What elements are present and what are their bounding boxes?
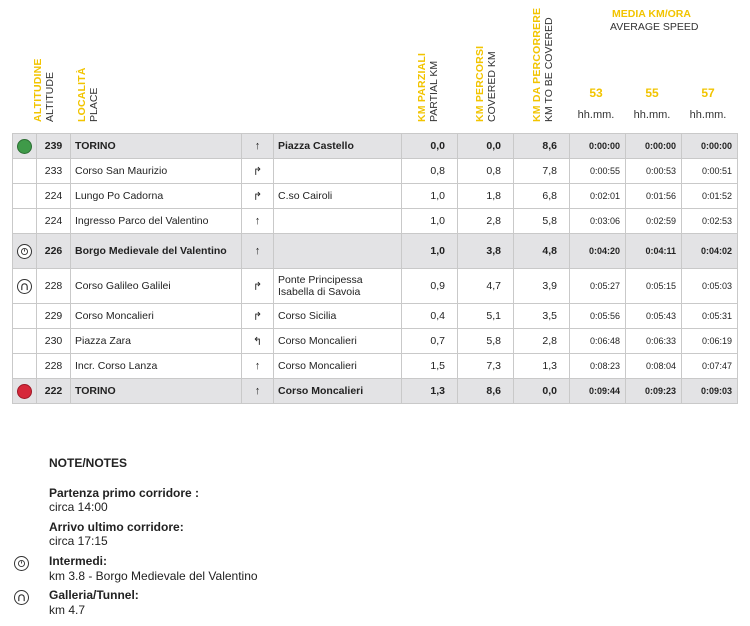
altitude-cell: 224 — [37, 209, 71, 234]
speed-57-label: 57 — [701, 86, 715, 100]
arrow-right-icon: ↱ — [242, 184, 274, 209]
street-cell — [274, 159, 402, 184]
altitude-cell: 228 — [37, 269, 71, 304]
time-57-cell: 0:00:00 — [682, 134, 738, 159]
route-table — [12, 133, 738, 404]
street-cell: Corso Moncalieri — [274, 354, 402, 379]
altitude-cell: 228 — [37, 354, 71, 379]
waypoint-icon-cell — [13, 184, 37, 209]
partial-km-cell: 1,0 — [402, 209, 458, 234]
table-row — [13, 159, 738, 184]
start-note-label: Partenza primo corridore : — [49, 486, 200, 500]
altitude-cell: 226 — [37, 234, 71, 269]
remaining-km-cell: 3,5 — [514, 304, 570, 329]
table-row — [13, 209, 738, 234]
table-row — [13, 234, 738, 269]
partial-km-header — [416, 53, 440, 122]
remaining-km-cell: 7,8 — [514, 159, 570, 184]
covered-km-header-en: COVERED KM — [486, 51, 498, 122]
average-speed-subtitle: AVERAGE SPEED — [610, 21, 699, 33]
covered-km-cell: 2,8 — [458, 209, 514, 234]
altitude-cell: 224 — [37, 184, 71, 209]
finish-note-value: circa 17:15 — [49, 534, 108, 548]
altitude-cell: 239 — [37, 134, 71, 159]
notes-title: NOTE/NOTES — [49, 456, 128, 470]
time-55-cell: 0:01:56 — [626, 184, 682, 209]
waypoint-icon-cell — [13, 354, 37, 379]
time-57-cell: 0:04:02 — [682, 234, 738, 269]
arrow-straight-icon: ↑ — [242, 354, 274, 379]
waypoint-icon-cell — [13, 209, 37, 234]
altitude-cell: 229 — [37, 304, 71, 329]
place-cell: TORINO — [71, 134, 242, 159]
intermediate-note-label: Intermedi: — [49, 554, 108, 568]
altitude-header-it: ALTITUDINE — [32, 58, 44, 122]
remaining-km-cell: 3,9 — [514, 269, 570, 304]
time-55-cell: 0:06:33 — [626, 329, 682, 354]
partial-km-header-it: KM PARZIALI — [416, 52, 428, 122]
table-row — [13, 269, 738, 304]
covered-km-cell: 8,6 — [458, 379, 514, 404]
start-note-value: circa 14:00 — [49, 500, 108, 514]
time-53-cell: 0:04:20 — [570, 234, 626, 269]
arrow-straight-icon: ↑ — [242, 134, 274, 159]
time-57-cell: 0:05:03 — [682, 269, 738, 304]
covered-km-cell: 3,8 — [458, 234, 514, 269]
waypoint-icon-cell — [13, 269, 37, 304]
remaining-km-cell: 5,8 — [514, 209, 570, 234]
time-unit-53: hh.mm. — [577, 109, 615, 121]
partial-km-cell: 0,7 — [402, 329, 458, 354]
covered-km-cell: 5,8 — [458, 329, 514, 354]
place-cell: Corso Galileo Galilei — [71, 269, 242, 304]
stopwatch-icon — [17, 244, 32, 259]
time-57-cell: 0:09:03 — [682, 379, 738, 404]
street-cell: Piazza Castello — [274, 134, 402, 159]
time-57-cell: 0:02:53 — [682, 209, 738, 234]
street-cell — [274, 234, 402, 269]
altitude-header-en: ALTITUDE — [44, 72, 56, 122]
start-flag-icon — [17, 139, 32, 154]
time-55-cell: 0:00:53 — [626, 159, 682, 184]
time-unit-55: hh.mm. — [633, 109, 671, 121]
place-cell: TORINO — [71, 379, 242, 404]
place-header-en: PLACE — [88, 87, 100, 122]
time-53-cell: 0:00:55 — [570, 159, 626, 184]
speed-53-label: 53 — [589, 86, 603, 100]
time-55-cell: 0:02:59 — [626, 209, 682, 234]
place-cell: Piazza Zara — [71, 329, 242, 354]
stopwatch-icon — [14, 556, 29, 571]
time-53-cell: 0:09:44 — [570, 379, 626, 404]
partial-km-cell: 1,0 — [402, 184, 458, 209]
remaining-km-header — [531, 8, 555, 122]
altitude-cell: 222 — [37, 379, 71, 404]
tunnel-note-label: Galleria/Tunnel: — [49, 588, 139, 602]
table-row — [13, 354, 738, 379]
time-53-cell: 0:05:27 — [570, 269, 626, 304]
time-55-cell: 0:08:04 — [626, 354, 682, 379]
street-cell: Corso Moncalieri — [274, 329, 402, 354]
partial-km-cell: 0,8 — [402, 159, 458, 184]
partial-km-cell: 1,3 — [402, 379, 458, 404]
time-55-cell: 0:05:15 — [626, 269, 682, 304]
place-cell: Borgo Medievale del Valentino — [71, 234, 242, 269]
partial-km-header-en: PARTIAL KM — [428, 60, 440, 122]
arrow-right-icon: ↱ — [242, 159, 274, 184]
average-speed-title: MEDIA KM/ORA — [612, 8, 691, 20]
place-cell: Corso Moncalieri — [71, 304, 242, 329]
street-cell: Corso Moncalieri — [274, 379, 402, 404]
table-row — [13, 304, 738, 329]
table-row — [13, 379, 738, 404]
table-row — [13, 329, 738, 354]
waypoint-icon-cell — [13, 379, 37, 404]
place-cell: Ingresso Parco del Valentino — [71, 209, 242, 234]
time-unit-57: hh.mm. — [689, 109, 727, 121]
partial-km-cell: 0,0 — [402, 134, 458, 159]
time-53-cell: 0:06:48 — [570, 329, 626, 354]
time-57-cell: 0:05:31 — [682, 304, 738, 329]
waypoint-icon-cell — [13, 134, 37, 159]
speed-55-label: 55 — [645, 86, 659, 100]
time-55-cell: 0:04:11 — [626, 234, 682, 269]
tunnel-icon — [14, 590, 29, 605]
remaining-km-header-it: KM DA PERCORRERE — [531, 7, 543, 122]
arrow-left-icon: ↰ — [242, 329, 274, 354]
time-57-cell: 0:06:19 — [682, 329, 738, 354]
time-53-cell: 0:05:56 — [570, 304, 626, 329]
partial-km-cell: 0,9 — [402, 269, 458, 304]
waypoint-icon-cell — [13, 234, 37, 269]
partial-km-cell: 0,4 — [402, 304, 458, 329]
street-cell: C.so Cairoli — [274, 184, 402, 209]
remaining-km-cell: 0,0 — [514, 379, 570, 404]
arrow-right-icon: ↱ — [242, 304, 274, 329]
partial-km-cell: 1,0 — [402, 234, 458, 269]
arrow-straight-icon: ↑ — [242, 209, 274, 234]
finish-flag-icon — [17, 384, 32, 399]
finish-note-label: Arrivo ultimo corridore: — [49, 520, 184, 534]
place-cell: Incr. Corso Lanza — [71, 354, 242, 379]
place-cell: Lungo Po Cadorna — [71, 184, 242, 209]
street-cell: Ponte Principessa Isabella di Savoia — [274, 269, 402, 304]
place-header-it: LOCALITÀ — [76, 67, 88, 122]
time-55-cell: 0:05:43 — [626, 304, 682, 329]
time-53-cell: 0:00:00 — [570, 134, 626, 159]
waypoint-icon-cell — [13, 329, 37, 354]
table-row — [13, 184, 738, 209]
arrow-straight-icon: ↑ — [242, 234, 274, 269]
covered-km-cell: 4,7 — [458, 269, 514, 304]
covered-km-header-it: KM PERCORSI — [474, 45, 486, 122]
time-57-cell: 0:07:47 — [682, 354, 738, 379]
intermediate-note-value: km 3.8 - Borgo Medievale del Valentino — [49, 569, 258, 583]
altitude-header — [32, 58, 56, 122]
route-table-body — [13, 134, 738, 404]
time-53-cell: 0:08:23 — [570, 354, 626, 379]
altitude-cell: 230 — [37, 329, 71, 354]
time-57-cell: 0:01:52 — [682, 184, 738, 209]
waypoint-icon-cell — [13, 304, 37, 329]
waypoint-icon-cell — [13, 159, 37, 184]
remaining-km-cell: 4,8 — [514, 234, 570, 269]
altitude-cell: 233 — [37, 159, 71, 184]
covered-km-cell: 5,1 — [458, 304, 514, 329]
covered-km-header — [474, 46, 498, 122]
time-55-cell: 0:00:00 — [626, 134, 682, 159]
time-53-cell: 0:03:06 — [570, 209, 626, 234]
remaining-km-header-en: KM TO BE COVERED — [543, 17, 555, 122]
tunnel-icon — [17, 279, 32, 294]
remaining-km-cell: 1,3 — [514, 354, 570, 379]
covered-km-cell: 0,0 — [458, 134, 514, 159]
time-57-cell: 0:00:51 — [682, 159, 738, 184]
covered-km-cell: 1,8 — [458, 184, 514, 209]
covered-km-cell: 0,8 — [458, 159, 514, 184]
covered-km-cell: 7,3 — [458, 354, 514, 379]
street-cell — [274, 209, 402, 234]
place-cell: Corso San Maurizio — [71, 159, 242, 184]
arrow-right-icon: ↱ — [242, 269, 274, 304]
remaining-km-cell: 6,8 — [514, 184, 570, 209]
remaining-km-cell: 8,6 — [514, 134, 570, 159]
partial-km-cell: 1,5 — [402, 354, 458, 379]
table-row — [13, 134, 738, 159]
remaining-km-cell: 2,8 — [514, 329, 570, 354]
tunnel-note-value: km 4.7 — [49, 603, 86, 617]
street-cell: Corso Sicilia — [274, 304, 402, 329]
place-header — [76, 67, 100, 122]
arrow-straight-icon: ↑ — [242, 379, 274, 404]
time-53-cell: 0:02:01 — [570, 184, 626, 209]
time-55-cell: 0:09:23 — [626, 379, 682, 404]
